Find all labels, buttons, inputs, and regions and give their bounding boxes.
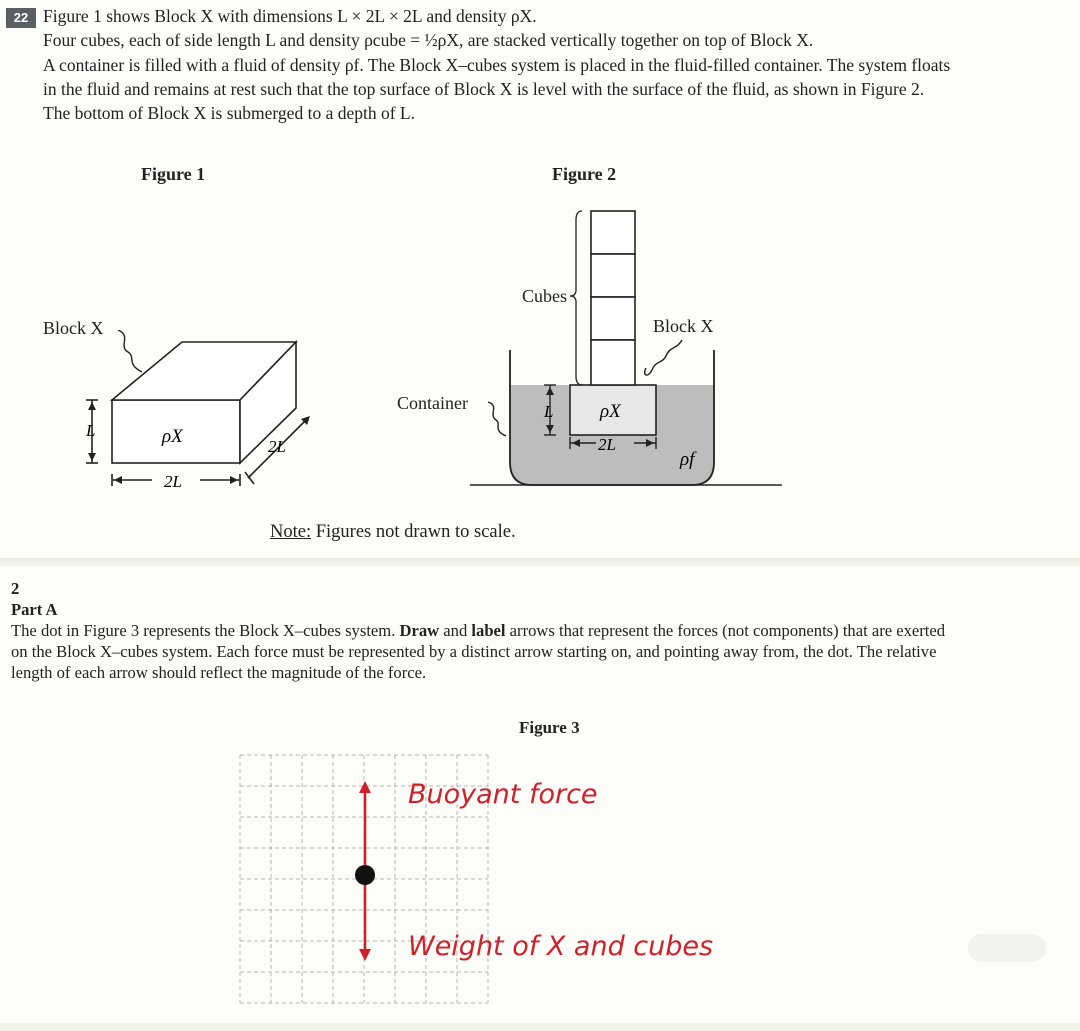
figure2-density-label: ρX	[600, 401, 621, 422]
part-a-line	[11, 620, 1071, 641]
figure2-fluid-density-label: ρf	[680, 449, 695, 470]
weight-arrow-head	[359, 949, 371, 961]
figure1-width-label: 2L	[164, 472, 182, 491]
system-dot	[355, 865, 375, 885]
figure2-container-label: Container	[397, 393, 468, 413]
figure2-title: Figure 2	[552, 164, 617, 184]
figures-note	[270, 522, 516, 543]
bottom-strip	[0, 1023, 1080, 1031]
cubes-stack	[591, 211, 635, 385]
question-text	[43, 4, 1078, 125]
part-a	[11, 578, 1071, 683]
block-leader-line	[118, 330, 142, 372]
buoyant-force-arrow-head	[359, 781, 371, 793]
panel-divider	[0, 558, 1080, 566]
figure2-block-label: Block X	[653, 316, 714, 336]
question-line: A container is filled with a fluid of density ρf. The Block X–cubes system is placed in the fluid-filled container. The system floats	[43, 54, 951, 75]
cube	[591, 211, 635, 254]
figure3-title: Figure 3	[519, 718, 580, 737]
block-x-leader	[645, 340, 682, 375]
part-a-line: length of each arrow should reflect the magnitude of the force.	[11, 663, 427, 682]
part-a-label: label	[471, 621, 506, 640]
question-line: in the fluid and remains at rest such that the top surface of Block X is level with the surface of the fluid, as shown in Figure 2.	[43, 78, 925, 99]
cube	[591, 340, 635, 385]
figure1-height-label: L	[86, 421, 96, 440]
scan-artifact	[968, 934, 1046, 962]
part-a-text: and	[439, 621, 472, 640]
note-text: Figures not drawn to scale.	[311, 522, 516, 542]
question-line: Four cubes, each of side length L and density ρcube = ½ρX, are stacked vertically together on top of Block X.	[43, 30, 814, 51]
cubes-brace	[570, 211, 582, 385]
cube	[591, 297, 635, 340]
part-a-text: arrows that represent the forces (not components) that are exerted	[505, 621, 946, 640]
page-number: 2	[11, 579, 20, 598]
weight-label: Weight of X and cubes	[408, 931, 714, 962]
figure1-density-label: ρX	[162, 426, 183, 447]
figure2-depth-label: L	[544, 402, 554, 421]
question-line: The bottom of Block X is submerged to a depth of L.	[43, 103, 415, 124]
container-leader	[488, 402, 506, 436]
figure2-width-label: 2L	[598, 435, 616, 454]
figure1-block-label: Block X	[43, 318, 104, 338]
buoyant-force-label: Buoyant force	[408, 779, 598, 810]
part-a-line: on the Block X–cubes system. Each force must be represented by a distinct arrow starting on, and pointing away from, the dot. The relative	[11, 642, 937, 661]
figure2-cubes-label: Cubes	[522, 286, 567, 306]
figure2-diagram	[470, 200, 790, 500]
figure3-canvas[interactable]	[230, 745, 830, 1010]
question-number-badge: 22	[6, 8, 36, 28]
part-a-text: The dot in Figure 3 represents the Block X–cubes system.	[11, 621, 400, 640]
figure1-diagram	[70, 330, 340, 500]
question-line: Figure 1 shows Block X with dimensions L × 2L × 2L and density ρX.	[43, 6, 537, 26]
part-a-draw: Draw	[399, 621, 440, 640]
cube	[591, 254, 635, 297]
figure1-depth-label: 2L	[268, 437, 286, 456]
part-a-heading: Part A	[11, 600, 58, 619]
note-prefix: Note:	[270, 522, 312, 542]
figure1-title: Figure 1	[141, 164, 206, 184]
